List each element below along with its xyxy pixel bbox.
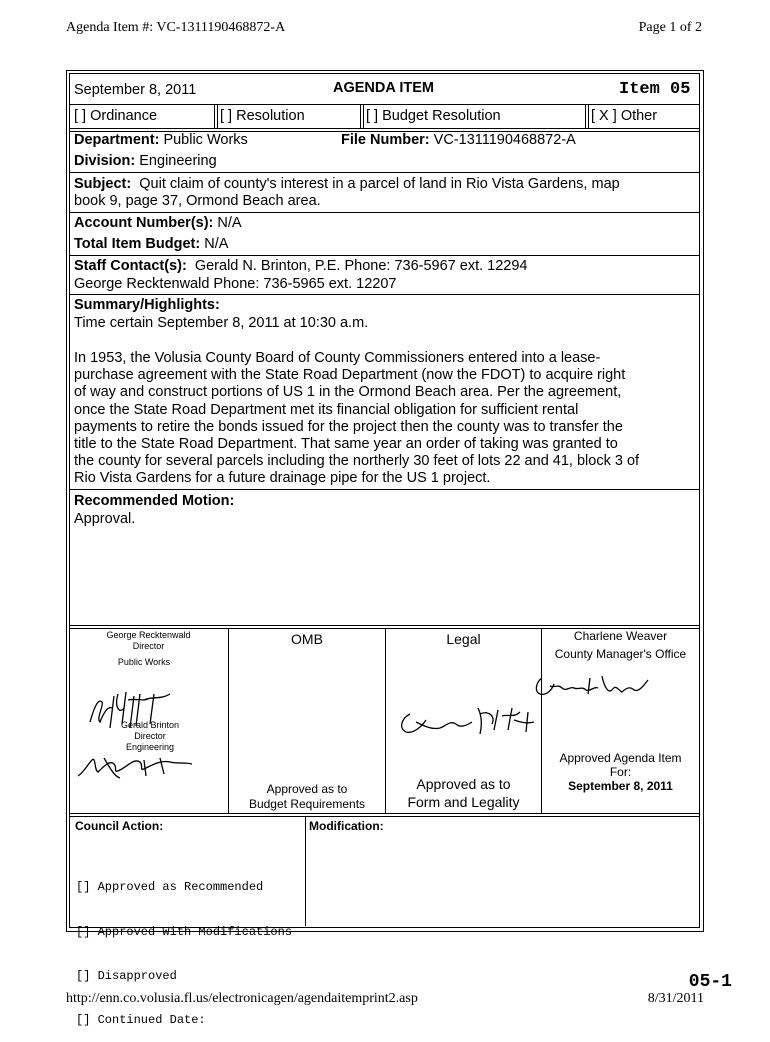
summary-body <box>74 350 694 488</box>
summary-line: purchase agreement with the State Road Department (now the FDOT) to acquire right <box>74 367 626 384</box>
omb-approved-line1: Approved as to <box>266 782 348 796</box>
form-title: AGENDA ITEM <box>333 80 434 96</box>
agenda-item-header: Agenda Item #: VC-1311190468872-A <box>66 20 286 35</box>
total-budget-row: Total Item Budget: N/A <box>74 236 229 252</box>
modification-label: Modification: <box>309 819 384 833</box>
account-number-row: Account Number(s): N/A <box>74 215 242 231</box>
summary-line: payments to retire the bonds issued for the project then the county was to transfer the <box>74 418 623 435</box>
summary-line: once the State Road Department met its financial obligation for sufficient rental <box>74 401 579 418</box>
agenda-date: September 8, 2011 <box>74 82 197 98</box>
manager-office: County Manager's Office <box>554 647 687 661</box>
type-other: [ X ] Other <box>591 108 658 124</box>
approved-agenda-line1: Approved Agenda Item <box>559 751 682 765</box>
omb-approved-line2: Budget Requirements <box>248 797 366 811</box>
council-action-label: Council Action: <box>75 819 164 833</box>
summary-line: of way and construct portions of US 1 in the Ormond Beach area. Per the agreement, <box>74 384 622 401</box>
signature-brinton <box>74 750 200 782</box>
staff-contact-1: Staff Contact(s): Gerald N. Brinton, P.E. Phone: 736-5967 ext. 12294 <box>74 258 528 274</box>
staff-contact-2: George Recktenwald Phone: 736-5965 ext. 12207 <box>74 276 397 292</box>
summary-line: the county for several parcels including the northerly 30 feet of lots 22 and 41, block 3 of <box>74 453 640 470</box>
item-number: Item 05 <box>619 80 691 99</box>
summary-line: title to the State Road Department. That same year an order of taking was granted to <box>74 436 618 453</box>
approved-agenda-line2: For: <box>609 765 632 779</box>
legal-approved-line2: Form and Legality <box>407 794 520 810</box>
omb-title: OMB <box>291 631 323 647</box>
page-stamp: 05-1 <box>688 972 732 992</box>
signature-legal <box>396 700 546 740</box>
footer-url: http://enn.co.volusia.fl.us/electronicagen/agendaitemprint2.asp <box>66 991 418 1006</box>
summary-line: In 1953, the Volusia County Board of County Commissioners entered into a lease- <box>74 350 601 366</box>
council-option: [] Continued Date: <box>76 1012 206 1027</box>
type-resolution: [ ] Resolution <box>220 108 305 124</box>
director2-department: Engineering <box>125 742 175 752</box>
summary-time: Time certain September 8, 2011 at 10:30 a.m. <box>74 315 369 331</box>
page-indicator: Page 1 of 2 <box>638 20 702 35</box>
subject-line-2: book 9, page 37, Ormond Beach area. <box>74 193 321 209</box>
legal-approved-line1: Approved as to <box>416 776 511 792</box>
manager-name: Charlene Weaver <box>573 629 668 643</box>
director2-title: Director <box>134 731 166 741</box>
council-option: [] Disapproved <box>76 968 177 983</box>
footer-date: 8/31/2011 <box>647 991 704 1006</box>
director1-name: George Recktenwald <box>106 630 191 640</box>
department-row: Department: Public Works <box>74 132 248 148</box>
file-number-row: File Number: VC-1311190468872-A <box>341 132 576 148</box>
council-option: [] Approved With Modifications <box>76 924 293 939</box>
summary-label: Summary/Highlights: <box>74 297 220 313</box>
director1-department: Public Works <box>117 657 171 667</box>
council-options <box>76 851 292 1042</box>
type-budget-resolution: [ ] Budget Resolution <box>366 108 501 124</box>
subject-line-1: Subject: Quit claim of county's interest in a parcel of land in Rio Vista Gardens, map <box>74 176 620 192</box>
division-row: Division: Engineering <box>74 153 217 169</box>
approved-agenda-date: September 8, 2011 <box>568 779 673 793</box>
director2-name: Gerald Brinton <box>120 720 180 730</box>
director1-title: Director <box>132 641 165 651</box>
signature-weaver <box>532 668 656 702</box>
legal-title: Legal <box>446 631 481 647</box>
recommended-motion-label: Recommended Motion: <box>74 493 235 509</box>
recommended-motion-value: Approval. <box>74 511 136 527</box>
type-ordinance: [ ] Ordinance <box>74 108 158 124</box>
council-option: [] Approved as Recommended <box>76 880 264 895</box>
summary-line: Rio Vista Gardens for a future drainage pipe for the US 1 project. <box>74 470 491 487</box>
